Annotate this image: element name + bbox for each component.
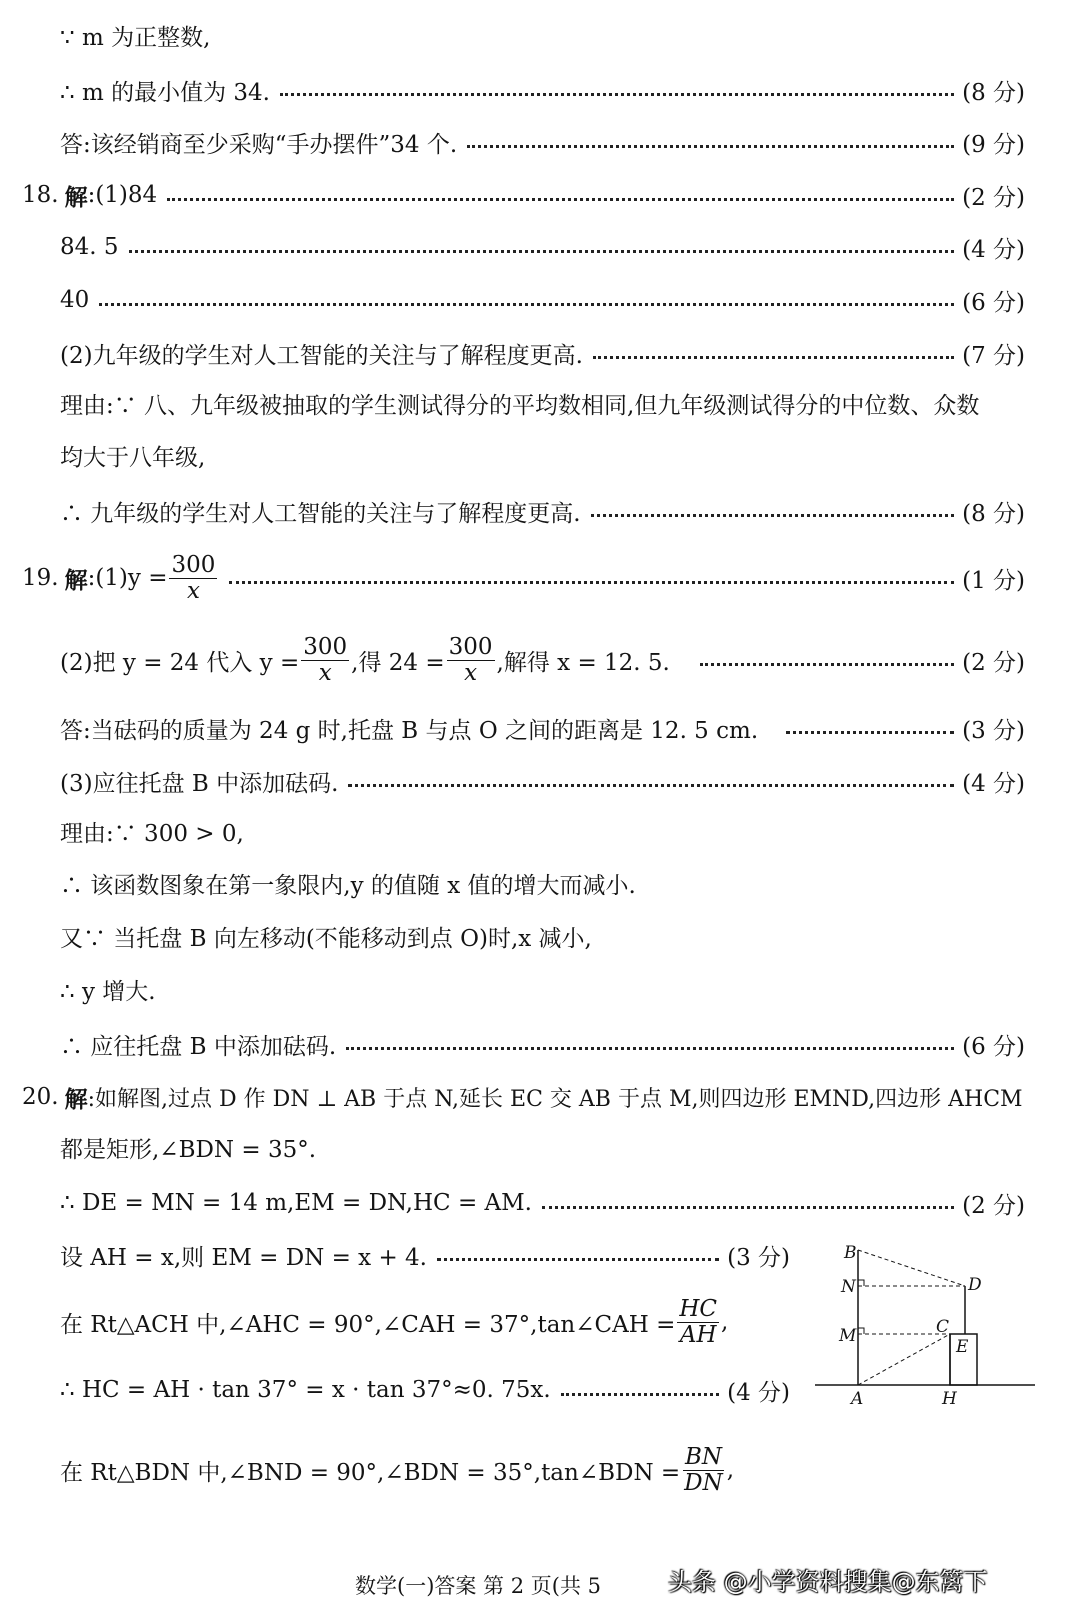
answer-line [60, 227, 1025, 267]
line-text: ∴ m 的最小值为 34. [60, 79, 270, 106]
score-label: (6 分) [962, 1033, 1025, 1060]
line-text: 答:当砝码的质量为 24 g 时,托盘 B 与点 O 之间的距离是 12. 5 cm. [60, 717, 759, 744]
dot-leader [348, 784, 954, 787]
line-text: , [726, 1457, 735, 1483]
dot-leader [167, 198, 954, 201]
dot-leader [437, 1258, 719, 1261]
label-h: H [942, 1389, 957, 1409]
line-text: ∴ 九年级的学生对人工智能的关注与了解程度更高. [60, 500, 581, 527]
score-label: (9 分) [962, 131, 1025, 158]
score-label: (3 分) [727, 1244, 790, 1271]
question-19-heading [22, 548, 1025, 608]
line-text: 答:该经销商至少采购“手办摆件”34 个. [60, 131, 458, 158]
answer-line [60, 70, 1025, 110]
fraction-numerator: HC [679, 1296, 718, 1323]
line-text: (2)九年级的学生对人工智能的关注与了解程度更高. [60, 342, 583, 369]
line-text: (3)应往托盘 B 中添加砝码. [60, 770, 339, 797]
line-text: :(1)y = [87, 565, 168, 591]
dot-leader [467, 145, 954, 148]
dot-leader [229, 581, 954, 584]
answer-line [60, 1370, 790, 1410]
text-line: ∴ 该函数图象在第一象限内,y 的值随 x 值的增大而减小. [60, 873, 636, 899]
score-label: (1 分) [962, 567, 1025, 594]
dot-leader [786, 731, 954, 734]
fraction [682, 1445, 725, 1494]
score-label: (8 分) [962, 500, 1025, 527]
answer-line [60, 122, 1025, 162]
dot-leader [591, 514, 954, 517]
dot-leader [346, 1047, 954, 1050]
fraction-numerator: 300 [303, 634, 348, 661]
question-20-heading [22, 1077, 1023, 1117]
score-label: (7 分) [962, 342, 1025, 369]
fraction [301, 635, 349, 684]
solution-label: 解 [64, 566, 88, 594]
label-a: A [851, 1389, 864, 1409]
right-angle-n [858, 1280, 864, 1286]
answer-line [60, 708, 1025, 748]
answer-line [60, 1183, 1025, 1223]
fraction-numerator: 300 [448, 634, 493, 661]
question-18-heading [22, 175, 1025, 215]
fraction [169, 553, 217, 602]
answer-line [60, 491, 1025, 531]
score-label: (8 分) [962, 79, 1025, 106]
line-text: , [721, 1309, 729, 1335]
text-line: 又∵ 当托盘 B 向左移动(不能移动到点 O)时,x 减小, [60, 926, 592, 952]
line-text: :(1)84 [87, 182, 158, 208]
score-label: (2 分) [962, 649, 1025, 676]
line-text: 84. 5 [60, 234, 119, 260]
line-text: 在 Rt△ACH 中,∠AHC = 90°,∠CAH = 37°,tan∠CAH = [60, 1311, 676, 1338]
fraction-denominator: AH [679, 1321, 717, 1348]
text-line: ∴ y 增大. [60, 979, 156, 1005]
text-line: 理由:∵ 八、九年级被抽取的学生测试得分的平均数相同,但九年级测试得分的中位数、众数 [60, 393, 980, 419]
label-m: M [839, 1326, 857, 1346]
line-text: (2)把 y = 24 代入 y = [60, 649, 300, 676]
score-label: (2 分) [962, 184, 1025, 211]
line-text: ,得 24 = [351, 649, 445, 676]
score-label: (4 分) [962, 236, 1025, 263]
label-d: D [968, 1275, 982, 1295]
dot-leader [542, 1206, 954, 1209]
answer-line [60, 630, 1025, 690]
answer-line [60, 1235, 790, 1275]
answer-line [60, 1440, 734, 1500]
page-footer: 数学(一)答案 第 2 页(共 5 [355, 1574, 602, 1598]
line-text: 在 Rt△BDN 中,∠BND = 90°,∠BDN = 35°,tan∠BDN = [60, 1459, 681, 1486]
label-b: B [844, 1243, 857, 1263]
answer-line [60, 333, 1025, 373]
fraction-denominator: x [464, 659, 478, 686]
line-text: ∴ HC = AH · tan 37° = x · tan 37°≈0. 75x. [60, 1377, 551, 1403]
dashed-bd [858, 1250, 965, 1286]
answer-line [60, 1292, 728, 1352]
text-line: 都是矩形,∠BDN = 35°. [60, 1137, 317, 1163]
score-label: (4 分) [727, 1379, 790, 1406]
dashed-ac [858, 1334, 950, 1385]
fraction-numerator: 300 [171, 552, 216, 579]
fraction-denominator: x [318, 659, 332, 686]
dot-leader [129, 250, 955, 253]
text-line: 均大于八年级, [60, 445, 206, 471]
text-line: 理由:∵ 300 > 0, [60, 821, 244, 847]
line-text: 40 [60, 287, 90, 313]
watermark: 头条 @小学资料搜集@东篱下 [668, 1568, 988, 1596]
solution-label: 解 [64, 1085, 88, 1113]
geometry-figure [810, 1238, 1040, 1418]
score-label: (3 分) [962, 717, 1025, 744]
dot-leader [280, 93, 954, 96]
score-label: (4 分) [962, 770, 1025, 797]
solution-label: 解 [64, 183, 88, 211]
label-c: C [936, 1317, 950, 1337]
answer-line [60, 1024, 1025, 1064]
label-n: N [841, 1277, 856, 1297]
fraction-denominator: x [186, 577, 200, 604]
dot-leader [700, 663, 954, 666]
fraction [677, 1297, 719, 1346]
fraction-numerator: BN [684, 1444, 722, 1471]
score-label: (6 分) [962, 289, 1025, 316]
line-text: ∴ DE = MN = 14 m,EM = DN,HC = AM. [60, 1190, 532, 1216]
question-number: 20. [22, 1084, 59, 1110]
answer-line [60, 280, 1025, 320]
fraction-denominator: DN [684, 1469, 723, 1496]
dot-leader [593, 356, 954, 359]
question-number: 18. [22, 182, 59, 208]
label-e: E [956, 1337, 969, 1357]
fraction [447, 635, 495, 684]
line-text: :如解图,过点 D 作 DN ⊥ AB 于点 N,延长 EC 交 AB 于点 M,则四边形 EMND,四边形 AHCM [87, 1086, 1023, 1112]
line-text: 设 AH = x,则 EM = DN = x + 4. [60, 1244, 427, 1271]
right-angle-m [858, 1328, 864, 1334]
dot-leader [99, 303, 954, 306]
answer-line [60, 761, 1025, 801]
question-number: 19. [22, 565, 59, 591]
line-text: ∴ 应往托盘 B 中添加砝码. [60, 1033, 337, 1060]
line-text: ,解得 x = 12. 5. [496, 649, 670, 676]
dot-leader [561, 1393, 719, 1396]
score-label: (2 分) [962, 1192, 1025, 1219]
text-line: ∵ m 为正整数, [60, 25, 211, 51]
